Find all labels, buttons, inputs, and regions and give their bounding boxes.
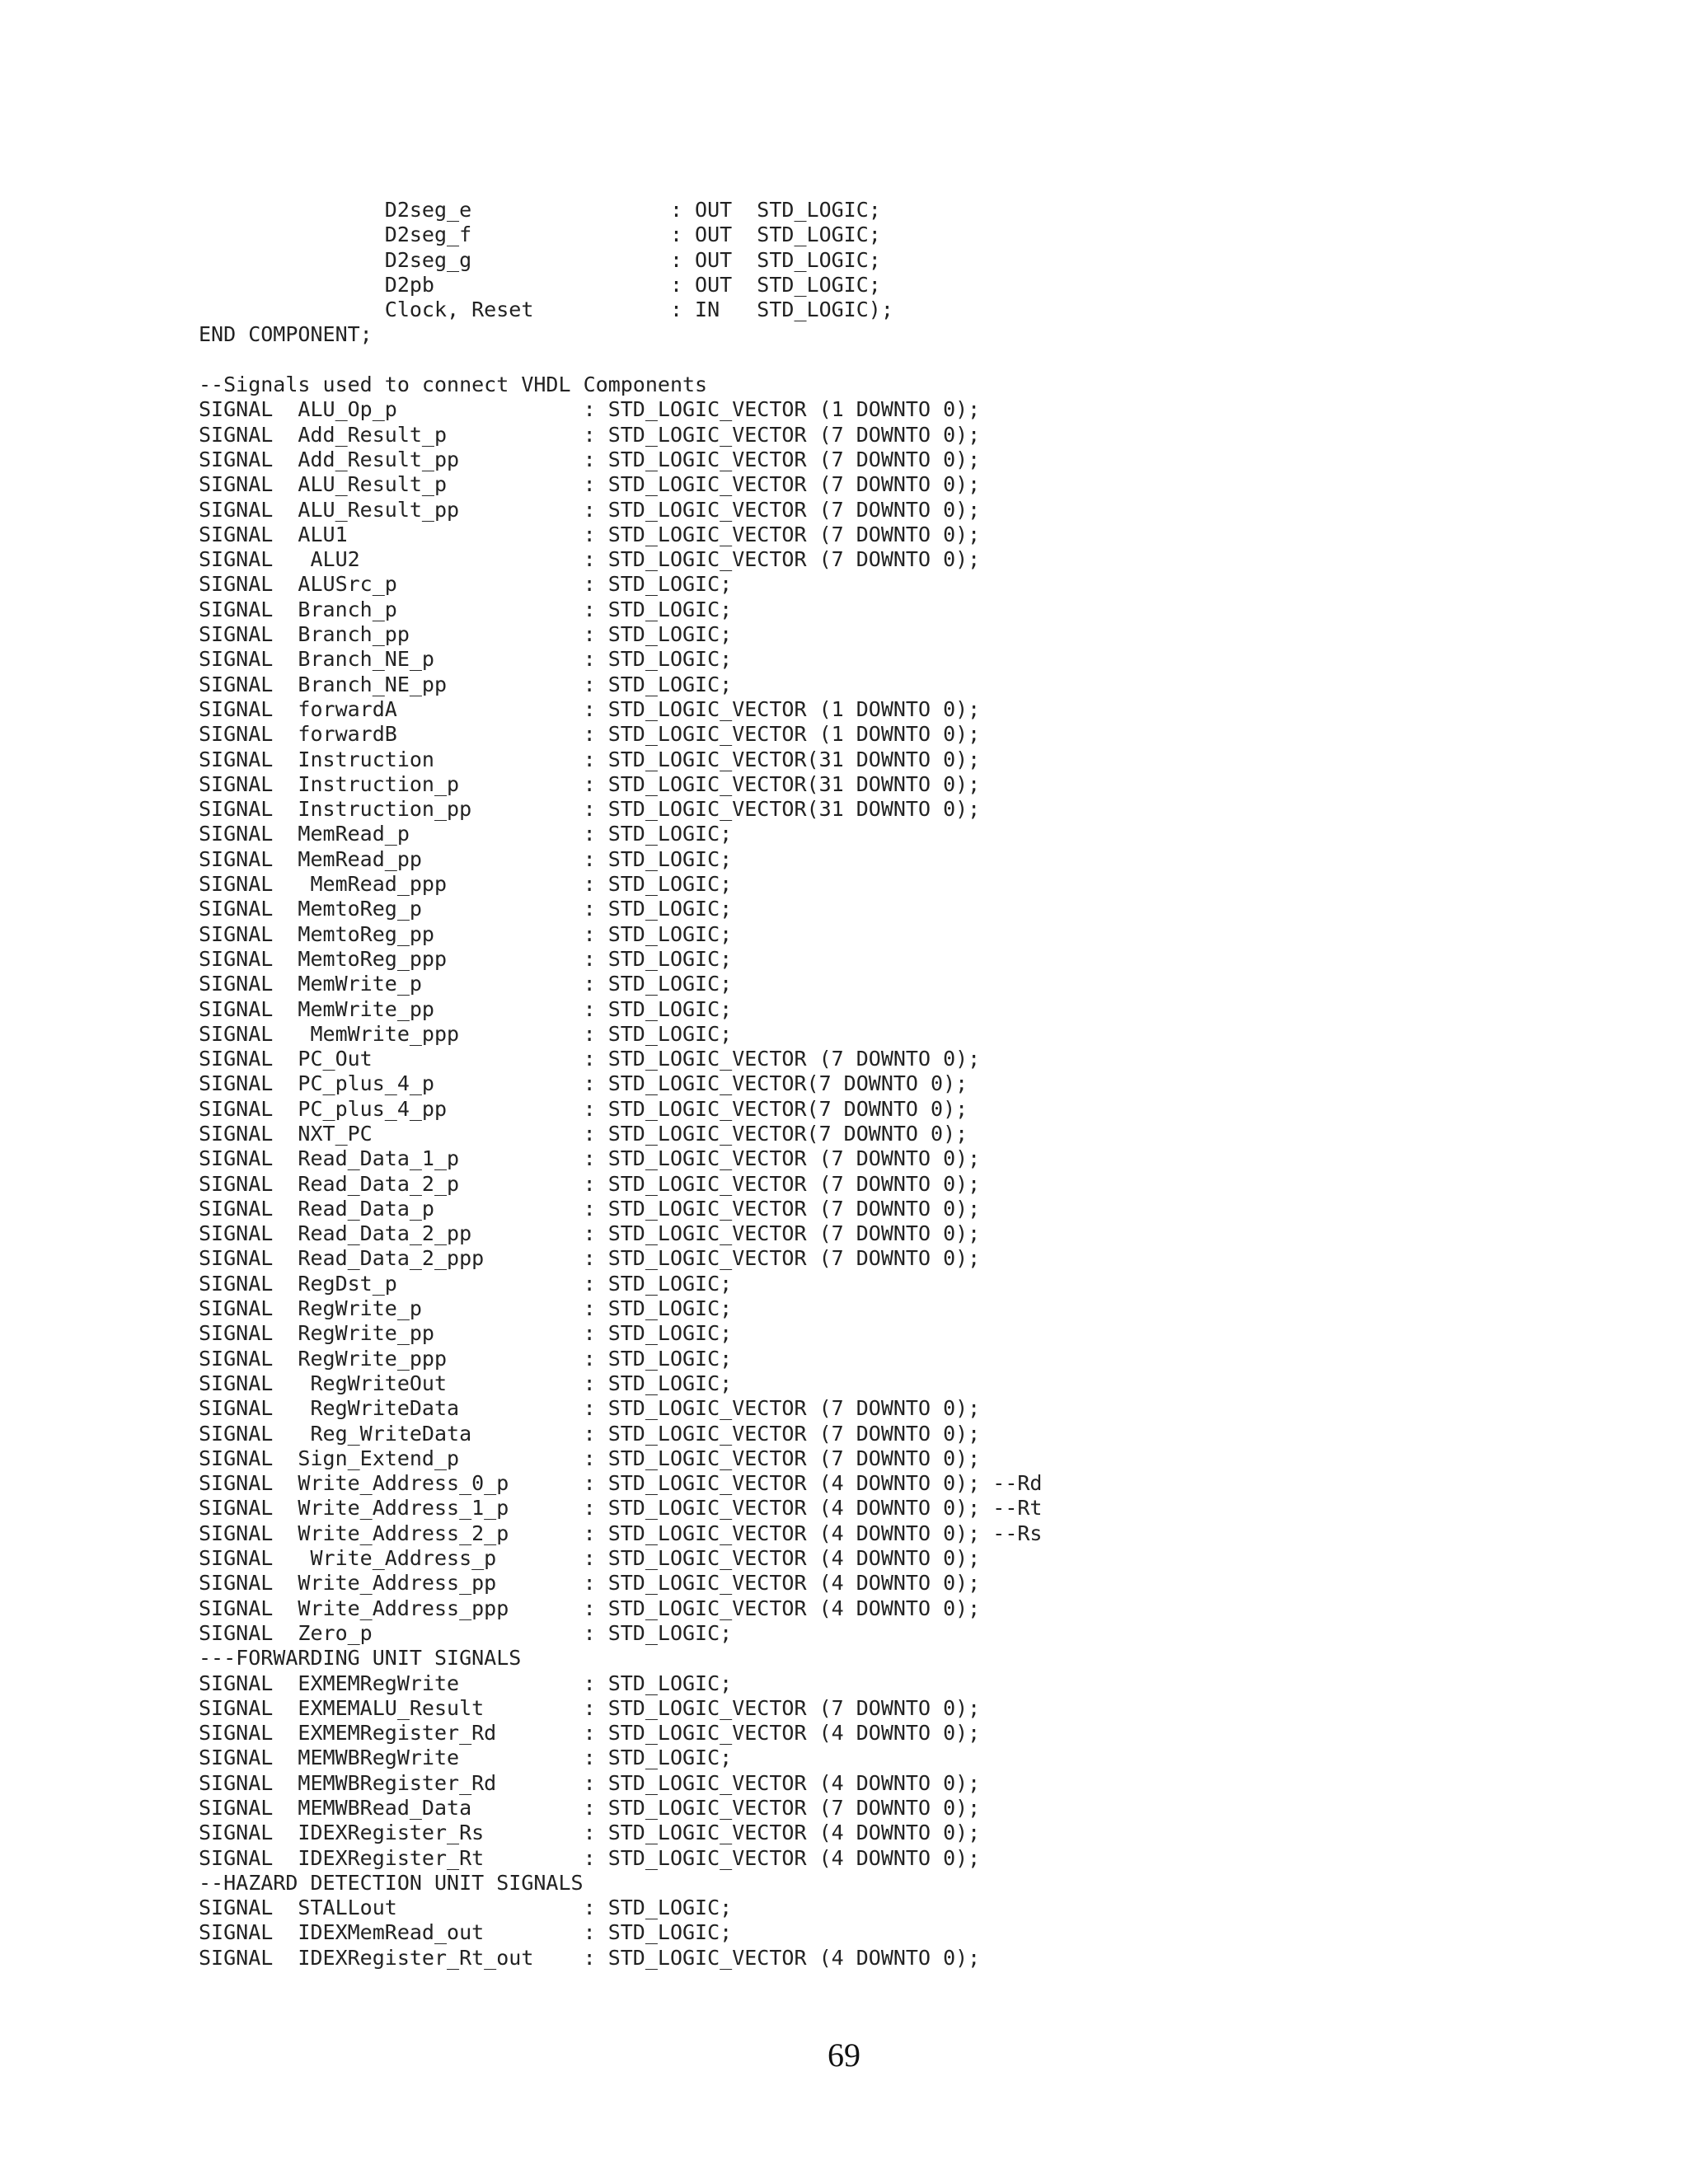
code-line: --HAZARD DETECTION UNIT SIGNALS [199,1870,584,1895]
code-line: SIGNAL Read_Data_2_p : STD_LOGIC_VECTOR (7 DOWNTO 0); [199,1171,981,1196]
code-line: SIGNAL IDEXMemRead_out : STD_LOGIC; [199,1920,733,1945]
code-line: SIGNAL Reg_WriteData : STD_LOGIC_VECTOR (7 DOWNTO 0); [199,1421,981,1446]
code-line: --Signals used to connect VHDL Components [199,373,708,397]
code-line: SIGNAL Instruction_pp : STD_LOGIC_VECTOR(31 DOWNTO 0); [199,797,981,822]
code-line: SIGNAL NXT_PC : STD_LOGIC_VECTOR(7 DOWNTO 0); [199,1121,968,1146]
code-line: SIGNAL PC_plus_4_p : STD_LOGIC_VECTOR(7 DOWNTO 0); [199,1071,968,1096]
code-line: SIGNAL Read_Data_p : STD_LOGIC_VECTOR (7 DOWNTO 0); [199,1196,981,1221]
code-line: SIGNAL PC_plus_4_pp : STD_LOGIC_VECTOR(7 DOWNTO 0); [199,1096,968,1121]
code-line: SIGNAL Branch_pp : STD_LOGIC; [199,622,733,647]
code-line: SIGNAL EXMEMRegWrite : STD_LOGIC; [199,1671,733,1695]
code-line: SIGNAL MEMWBRegWrite : STD_LOGIC; [199,1746,733,1770]
code-line: SIGNAL Sign_Extend_p : STD_LOGIC_VECTOR (7 DOWNTO 0); [199,1446,981,1470]
code-line: SIGNAL Write_Address_pp : STD_LOGIC_VECTOR (4 DOWNTO 0); [199,1571,981,1596]
code-line: SIGNAL Write_Address_p : STD_LOGIC_VECTOR (4 DOWNTO 0); [199,1546,981,1571]
code-line: SIGNAL Branch_NE_pp : STD_LOGIC; [199,672,733,696]
code-line: SIGNAL MemtoReg_p : STD_LOGIC; [199,897,733,921]
code-line: SIGNAL MemWrite_pp : STD_LOGIC; [199,996,733,1021]
code-line: END COMPONENT; [199,322,373,347]
code-line: SIGNAL MemWrite_p : STD_LOGIC; [199,972,733,996]
code-line: Clock, Reset : IN STD_LOGIC); [199,298,893,322]
code-line: SIGNAL Add_Result_pp : STD_LOGIC_VECTOR (7 DOWNTO 0); [199,447,981,471]
code-line: SIGNAL ALU_Result_p : STD_LOGIC_VECTOR (7 DOWNTO 0); [199,472,981,497]
code-line: SIGNAL Branch_NE_p : STD_LOGIC; [199,647,733,672]
code-line [199,348,1043,373]
code-line: SIGNAL Read_Data_2_pp : STD_LOGIC_VECTOR (7 DOWNTO 0); [199,1221,981,1246]
code-line: SIGNAL Read_Data_1_p : STD_LOGIC_VECTOR (7 DOWNTO 0); [199,1146,981,1171]
code-line: SIGNAL STALLout : STD_LOGIC; [199,1896,733,1920]
code-line: SIGNAL Write_Address_0_p : STD_LOGIC_VECTOR (4 DOWNTO 0); --Rd [199,1471,1043,1496]
code-line: SIGNAL Instruction : STD_LOGIC_VECTOR(31 DOWNTO 0); [199,747,981,771]
code-line: SIGNAL MemtoReg_pp : STD_LOGIC; [199,921,733,946]
code-line: SIGNAL Read_Data_2_ppp : STD_LOGIC_VECTOR (7 DOWNTO 0); [199,1246,981,1271]
code-line: SIGNAL forwardA : STD_LOGIC_VECTOR (1 DOWNTO 0); [199,696,981,721]
code-line: SIGNAL Add_Result_p : STD_LOGIC_VECTOR (7 DOWNTO 0); [199,422,981,447]
code-line: SIGNAL RegWriteOut : STD_LOGIC; [199,1371,733,1395]
code-line: SIGNAL IDEXRegister_Rs : STD_LOGIC_VECTOR (4 DOWNTO 0); [199,1821,981,1845]
code-line: SIGNAL MEMWBRead_Data : STD_LOGIC_VECTOR (7 DOWNTO 0); [199,1796,981,1820]
code-line: SIGNAL EXMEMRegister_Rd : STD_LOGIC_VECTOR (4 DOWNTO 0); [199,1721,981,1746]
code-line: D2seg_g : OUT STD_LOGIC; [199,247,881,272]
code-line: SIGNAL MemRead_pp : STD_LOGIC; [199,846,733,871]
code-line: SIGNAL IDEXRegister_Rt_out : STD_LOGIC_VECTOR (4 DOWNTO 0); [199,1945,981,1970]
code-line: SIGNAL MemRead_p : STD_LOGIC; [199,822,733,846]
code-line: SIGNAL ALUSrc_p : STD_LOGIC; [199,572,733,597]
code-line: SIGNAL ALU_Result_pp : STD_LOGIC_VECTOR (7 DOWNTO 0); [199,497,981,522]
code-line: SIGNAL EXMEMALU_Result : STD_LOGIC_VECTOR (7 DOWNTO 0); [199,1695,981,1720]
code-line: SIGNAL Zero_p : STD_LOGIC; [199,1620,733,1645]
code-line: D2pb : OUT STD_LOGIC; [199,272,881,297]
code-line: SIGNAL RegWrite_p : STD_LOGIC; [199,1296,733,1321]
code-line: SIGNAL RegDst_p : STD_LOGIC; [199,1271,733,1296]
code-line: D2seg_f : OUT STD_LOGIC; [199,223,881,247]
code-line: SIGNAL forwardB : STD_LOGIC_VECTOR (1 DOWNTO 0); [199,722,981,747]
code-line: SIGNAL RegWrite_ppp : STD_LOGIC; [199,1346,733,1371]
code-line: D2seg_e : OUT STD_LOGIC; [199,198,881,222]
code-line: SIGNAL MemtoReg_ppp : STD_LOGIC; [199,946,733,971]
code-line: SIGNAL Write_Address_ppp : STD_LOGIC_VECTOR (4 DOWNTO 0); [199,1596,981,1620]
code-line: SIGNAL ALU2 : STD_LOGIC_VECTOR (7 DOWNTO 0); [199,547,981,572]
code-line: SIGNAL MemRead_ppp : STD_LOGIC; [199,872,733,897]
code-line: SIGNAL MemWrite_ppp : STD_LOGIC; [199,1021,733,1046]
vhdl-code-listing [199,198,1043,1971]
code-line: SIGNAL PC_Out : STD_LOGIC_VECTOR (7 DOWNTO 0); [199,1047,981,1071]
code-line: SIGNAL Instruction_p : STD_LOGIC_VECTOR(31 DOWNTO 0); [199,771,981,796]
code-line: SIGNAL RegWriteData : STD_LOGIC_VECTOR (7 DOWNTO 0); [199,1396,981,1421]
page-number: 69 [828,2036,860,2074]
code-line: SIGNAL Write_Address_2_p : STD_LOGIC_VECTOR (4 DOWNTO 0); --Rs [199,1521,1043,1545]
code-line: SIGNAL Branch_p : STD_LOGIC; [199,597,733,621]
code-line: SIGNAL ALU1 : STD_LOGIC_VECTOR (7 DOWNTO 0); [199,522,981,546]
code-line: SIGNAL MEMWBRegister_Rd : STD_LOGIC_VECTOR (4 DOWNTO 0); [199,1770,981,1795]
code-line: SIGNAL IDEXRegister_Rt : STD_LOGIC_VECTOR (4 DOWNTO 0); [199,1845,981,1870]
code-line: SIGNAL ALU_Op_p : STD_LOGIC_VECTOR (1 DOWNTO 0); [199,397,981,422]
code-line: ---FORWARDING UNIT SIGNALS [199,1646,522,1671]
code-line: SIGNAL Write_Address_1_p : STD_LOGIC_VECTOR (4 DOWNTO 0); --Rt [199,1496,1043,1521]
code-line: SIGNAL RegWrite_pp : STD_LOGIC; [199,1321,733,1346]
